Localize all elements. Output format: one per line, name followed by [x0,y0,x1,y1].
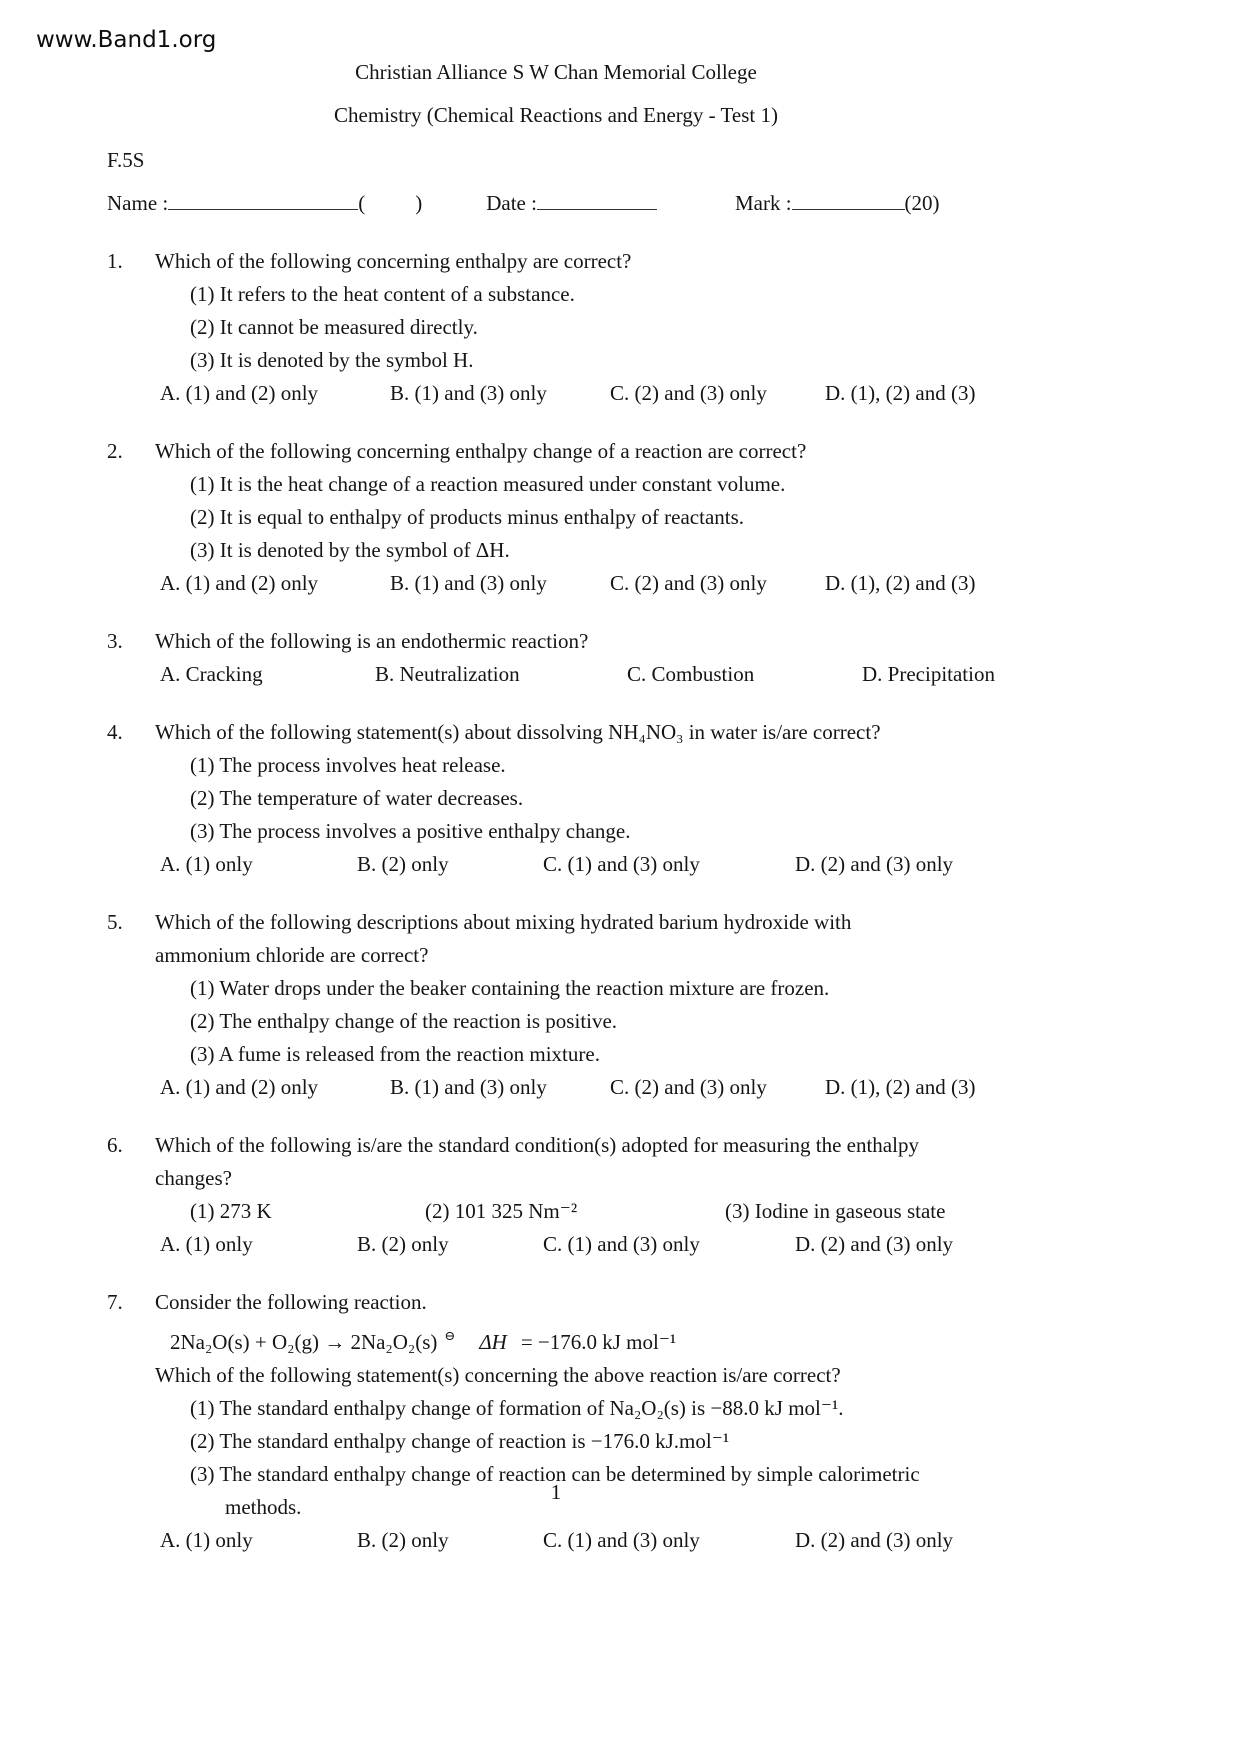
option-a: A. (1) only [160,852,253,876]
statement-list [155,972,997,1071]
mark-blank [792,185,905,210]
question-number: 2. [107,439,123,463]
option-a: A. (1) and (2) only [160,381,319,405]
statement: (2) The temperature of water decreases. [190,786,524,810]
question-body [155,906,997,1104]
option-row [160,567,997,600]
option-row [160,1071,997,1104]
site-watermark: www.Band1.org [36,27,217,53]
date-label: Date : [486,191,537,215]
option-b: B. (1) and (3) only [390,571,547,595]
statement: (1) The process involves heat release. [190,753,506,777]
option-row [160,1524,997,1557]
option-d: D. Precipitation [862,662,995,686]
option-b: B. (1) and (3) only [390,1075,547,1099]
statement-list [155,468,997,567]
question-number: 1. [107,249,123,273]
statement: (3) It is denoted by the symbol H. [190,348,474,372]
option-a: A. (1) and (2) only [160,571,319,595]
name-blank [168,185,358,210]
question-7 [107,1286,1005,1557]
option-row [160,377,997,410]
option-a: A. Cracking [160,662,263,686]
question-body [155,716,997,881]
test-paper-page [107,56,1005,1557]
statement: (2) The standard enthalpy change of reaction is −176.0 kJ.mol⁻¹ [190,1429,730,1453]
option-d: D. (1), (2) and (3) [825,1075,976,1099]
statement: (3) The standard enthalpy change of reaction can be determined by simple calorimetric methods. [190,1462,920,1519]
question-stem-2: Which of the following statement(s) concerning the above reaction is/are correct? [155,1363,841,1387]
statement: (2) It is equal to enthalpy of products minus enthalpy of reactants. [190,505,745,529]
option-b: B. (2) only [357,852,449,876]
statement: (1) The standard enthalpy change of formation of Na₂O₂(s) is −88.0 kJ mol⁻¹. [190,1396,844,1420]
question-4 [107,716,1005,881]
date-blank [537,185,657,210]
option-d: D. (1), (2) and (3) [825,381,976,405]
question-stem: Consider the following reaction. [155,1290,427,1314]
option-c: C. (2) and (3) only [610,381,767,405]
statement: (3) A fume is released from the reaction mixture. [190,1042,600,1066]
option-b: B. (2) only [357,1232,449,1256]
inline-statement-row [155,1195,997,1228]
standard-state-symbol: ⊖ [444,1328,456,1343]
student-info-line [107,185,1005,220]
mark-label: Mark : [734,191,792,215]
page-number: 1 [550,1480,562,1504]
question-number: 5. [107,910,123,934]
option-d: D. (2) and (3) only [795,852,954,876]
name-label: Name : [107,191,169,215]
option-c: C. (1) and (3) only [543,852,700,876]
equation-left: 2Na₂O(s) + O₂(g) → 2Na₂O₂(s) [170,1330,438,1354]
class-paren-close: ) [415,191,423,215]
question-number: 3. [107,629,123,653]
option-d: D. (2) and (3) only [795,1232,954,1256]
option-a: A. (1) and (2) only [160,1075,319,1099]
question-body [155,1286,997,1557]
chemical-equation [170,1319,997,1359]
option-c: C. (1) and (3) only [543,1528,700,1552]
question-stem: Which of the following is/are the standard condition(s) adopted for measuring the enthalpy changes? [155,1133,919,1190]
question-number: 7. [107,1290,123,1314]
question-body [155,625,997,691]
question-5 [107,906,1005,1104]
statement: (2) It cannot be measured directly. [190,315,478,339]
option-c: C. (1) and (3) only [543,1232,700,1256]
question-1 [107,245,1005,410]
school-name: Christian Alliance S W Chan Memorial College [355,60,757,84]
option-c: C. Combustion [627,662,755,686]
statement: (1) 273 K [190,1199,272,1223]
question-number: 4. [107,720,123,744]
class-paren-open: ( [358,191,366,215]
question-body [155,1129,997,1261]
question-stem: Which of the following descriptions about mixing hydrated barium hydroxide with ammonium chloride are correct? [155,910,852,967]
statement-list [155,749,997,848]
statement: (3) The process involves a positive enthalpy change. [190,819,631,843]
option-b: B. (2) only [357,1528,449,1552]
statement: (1) It refers to the heat content of a substance. [190,282,575,306]
option-d: D. (1), (2) and (3) [825,571,976,595]
question-stem: Which of the following is an endothermic reaction? [155,629,589,653]
delta-h-symbol: ΔH [479,1330,507,1354]
question-number: 6. [107,1133,123,1157]
statement: (1) It is the heat change of a reaction measured under constant volume. [190,472,786,496]
option-row [160,658,997,691]
option-d: D. (2) and (3) only [795,1528,954,1552]
enthalpy-value: = −176.0 kJ mol⁻¹ [520,1330,677,1354]
statement: (1) Water drops under the beaker containing the reaction mixture are frozen. [190,976,830,1000]
question-stem: Which of the following statement(s) about dissolving NH₄NO₃ in water is/are correct? [155,720,881,744]
option-c: C. (2) and (3) only [610,571,767,595]
test-title: Chemistry (Chemical Reactions and Energy - Test 1) [334,103,778,127]
option-b: B. Neutralization [375,662,520,686]
statement-list [155,278,997,377]
option-row [160,848,997,881]
question-2 [107,435,1005,600]
mark-total: (20) [904,191,940,215]
question-body [155,435,997,600]
statement: (2) 101 325 Nm⁻² [425,1199,578,1223]
statement: (3) Iodine in gaseous state [725,1199,946,1223]
option-a: A. (1) only [160,1232,253,1256]
question-body [155,245,997,410]
question-stem: Which of the following concerning enthalpy are correct? [155,249,632,273]
option-c: C. (2) and (3) only [610,1075,767,1099]
question-6 [107,1129,1005,1261]
class-label: F.5S [107,148,145,172]
question-3 [107,625,1005,691]
option-b: B. (1) and (3) only [390,381,547,405]
statement: (2) The enthalpy change of the reaction is positive. [190,1009,618,1033]
statement: (3) It is denoted by the symbol of ΔH. [190,538,510,562]
question-stem: Which of the following concerning enthalpy change of a reaction are correct? [155,439,807,463]
option-row [160,1228,997,1261]
option-a: A. (1) only [160,1528,253,1552]
